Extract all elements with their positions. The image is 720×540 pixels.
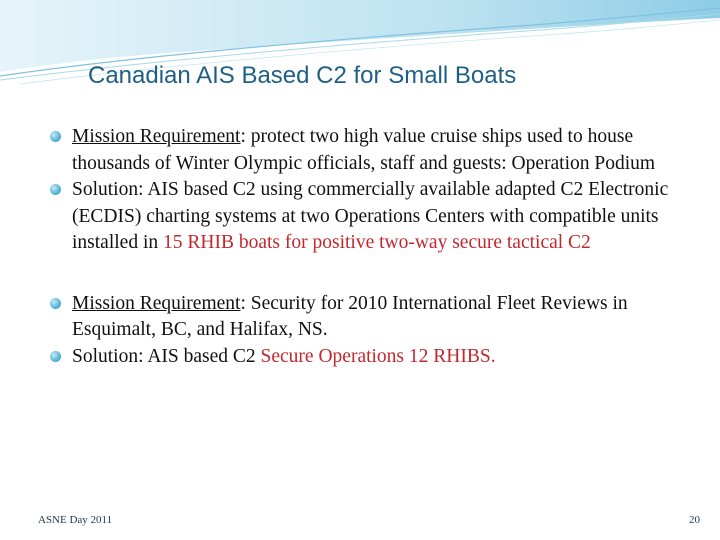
bullet-text: Solution: AIS based C2 using commercially available adapted C2 Electronic (ECDIS) charting systems at two Operations Centers with compatible units installed in — [72, 179, 669, 253]
bullet-highlight: Secure Operations 12 RHIBS. — [260, 345, 496, 367]
bullet-label: Mission Requirement — [72, 126, 241, 147]
bullet-label: Mission Requirement — [72, 292, 241, 314]
bullet-text: protect two high value cruise ships used to house thousands of Winter Olympic officials, staff and guests: Operation Podium — [72, 126, 656, 174]
footer-event-label: ASNE Day 2011 — [38, 514, 113, 526]
bullet-list — [50, 124, 700, 370]
bullet-item — [50, 344, 700, 371]
slide-title: Canadian AIS Based C2 for Small Boats — [88, 62, 517, 89]
bullet-icon — [50, 298, 61, 309]
bullet-item — [50, 124, 700, 177]
page-number: 20 — [689, 514, 700, 526]
bullet-icon — [50, 351, 61, 362]
bullet-item — [50, 177, 700, 257]
spacer — [50, 257, 700, 291]
bullet-icon — [50, 131, 61, 142]
bullet-item — [50, 291, 700, 344]
bullet-separator: : — [240, 126, 246, 147]
bullet-highlight: 15 RHIB boats for positive two-way secure tactical C2 — [163, 232, 591, 253]
bullet-icon — [50, 184, 61, 195]
bullet-text: Security for 2010 International Fleet Reviews in Esquimalt, BC, and Halifax, NS. — [72, 292, 628, 340]
bullet-text: Solution: AIS based C2 — [72, 345, 261, 367]
bullet-separator: : — [240, 292, 246, 314]
